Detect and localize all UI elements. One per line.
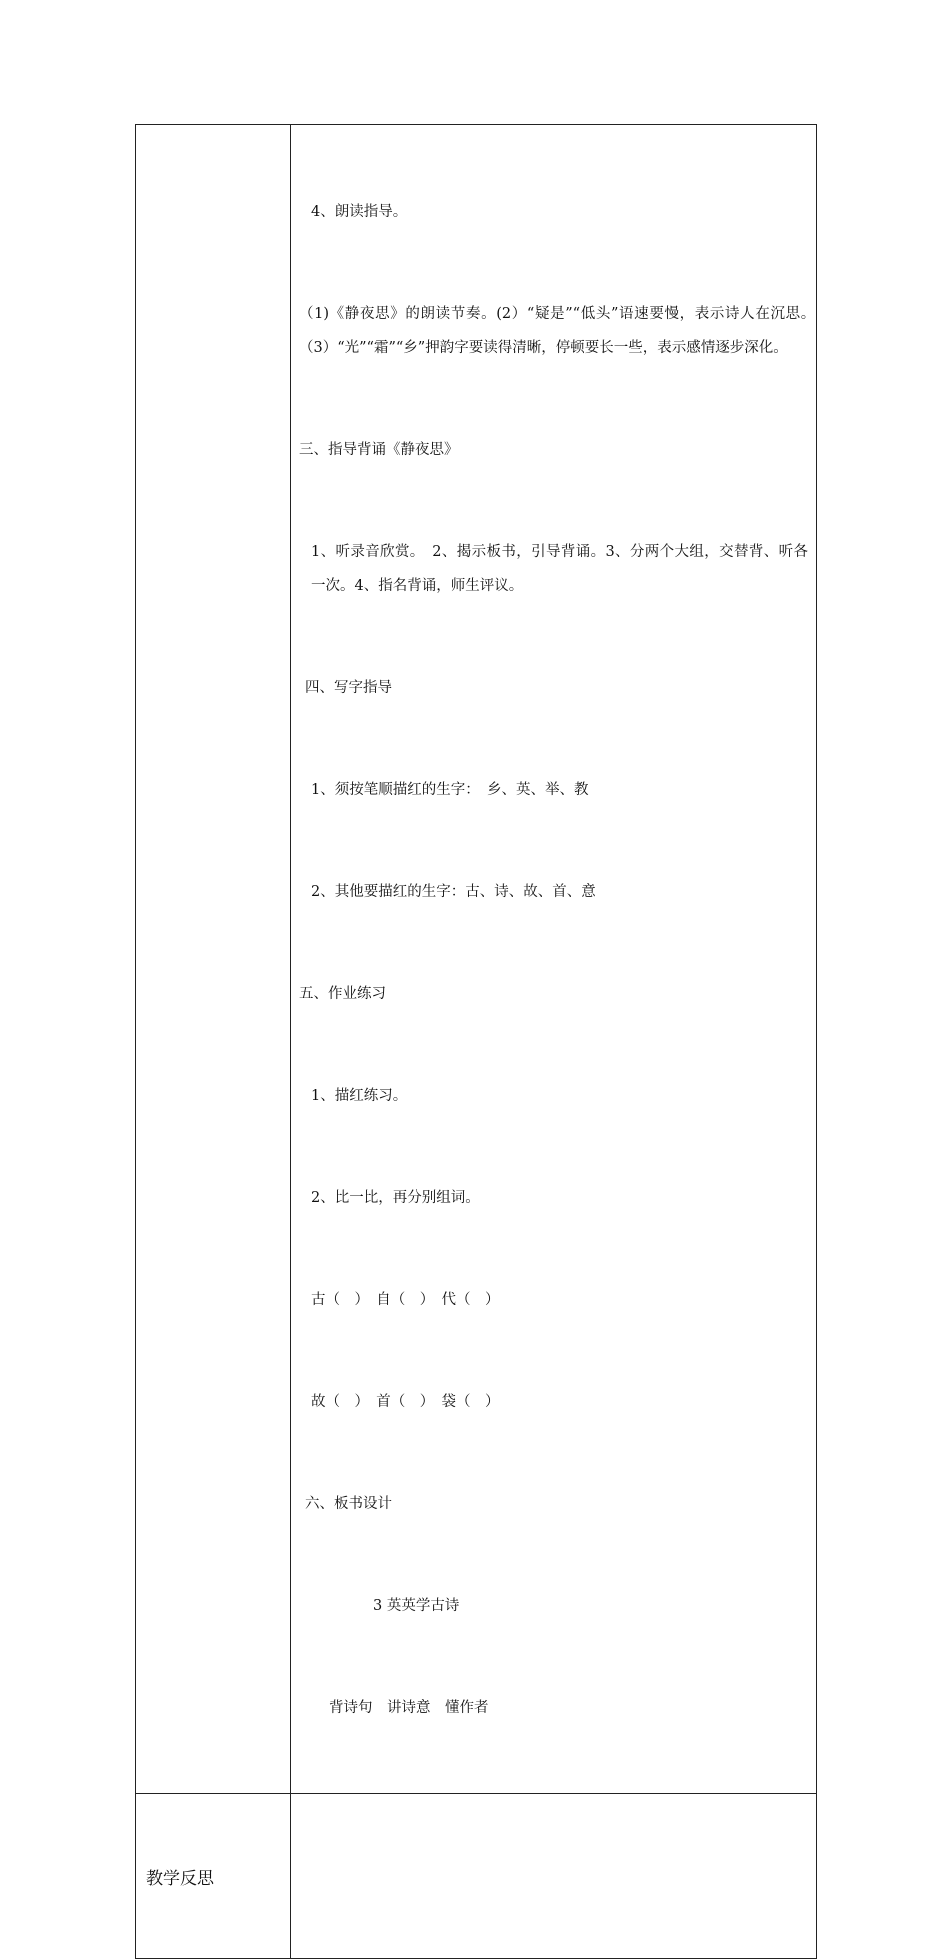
homework-item-1: 1、描红练习。: [311, 1088, 408, 1104]
reading-guidance-detail: （1)《静夜思》的朗读节奏。(2）“疑是”“低头”语速要慢，表示诗人在沉思。 （3）“光”“霜”“乡”押韵字要读得清晰，停顿要长一些，表示感情逐步深化。: [299, 306, 823, 356]
homework-item-2: 2、比一比，再分别组词。: [311, 1190, 480, 1206]
section-reading-guidance: 4、朗读指导。: [311, 204, 408, 220]
board-design-points: 背诗句 讲诗意 懂作者: [329, 1700, 489, 1716]
recitation-steps: 1、听录音欣赏。 2、揭示板书，引导背诵。3、分两个大组，交替背、听各一次。4、指名背诵，师生评议。: [311, 544, 808, 594]
reflection-content-cell: [291, 1794, 817, 1959]
lesson-plan-table: [135, 124, 823, 1959]
teaching-process-cell: [291, 125, 823, 1794]
section-recitation-heading: 三、指导背诵《静夜思》: [299, 442, 459, 458]
section-writing-heading: 四、写字指导: [305, 680, 392, 696]
teaching-process-content: [291, 125, 823, 1793]
writing-item-1: 1、须按笔顺描红的生字： 乡、英、举、教: [311, 782, 589, 798]
table-row: [136, 125, 817, 1794]
word-compare-row-1: 古（ ） 自（ ） 代（ ）: [311, 1292, 500, 1308]
left-cell-empty: [136, 125, 291, 1794]
reflection-label: 教学反思: [146, 1868, 214, 1889]
section-homework-heading: 五、作业练习: [299, 986, 386, 1002]
table-row: [136, 1794, 817, 1959]
word-compare-row-2: 故（ ） 首（ ） 袋（ ）: [311, 1394, 500, 1410]
writing-item-2: 2、其他要描红的生字：古、诗、故、首、意: [311, 884, 596, 900]
section-board-design-heading: 六、板书设计: [305, 1496, 392, 1512]
reflection-label-cell: [136, 1794, 291, 1959]
board-design-title: 3 英英学古诗: [373, 1598, 460, 1614]
